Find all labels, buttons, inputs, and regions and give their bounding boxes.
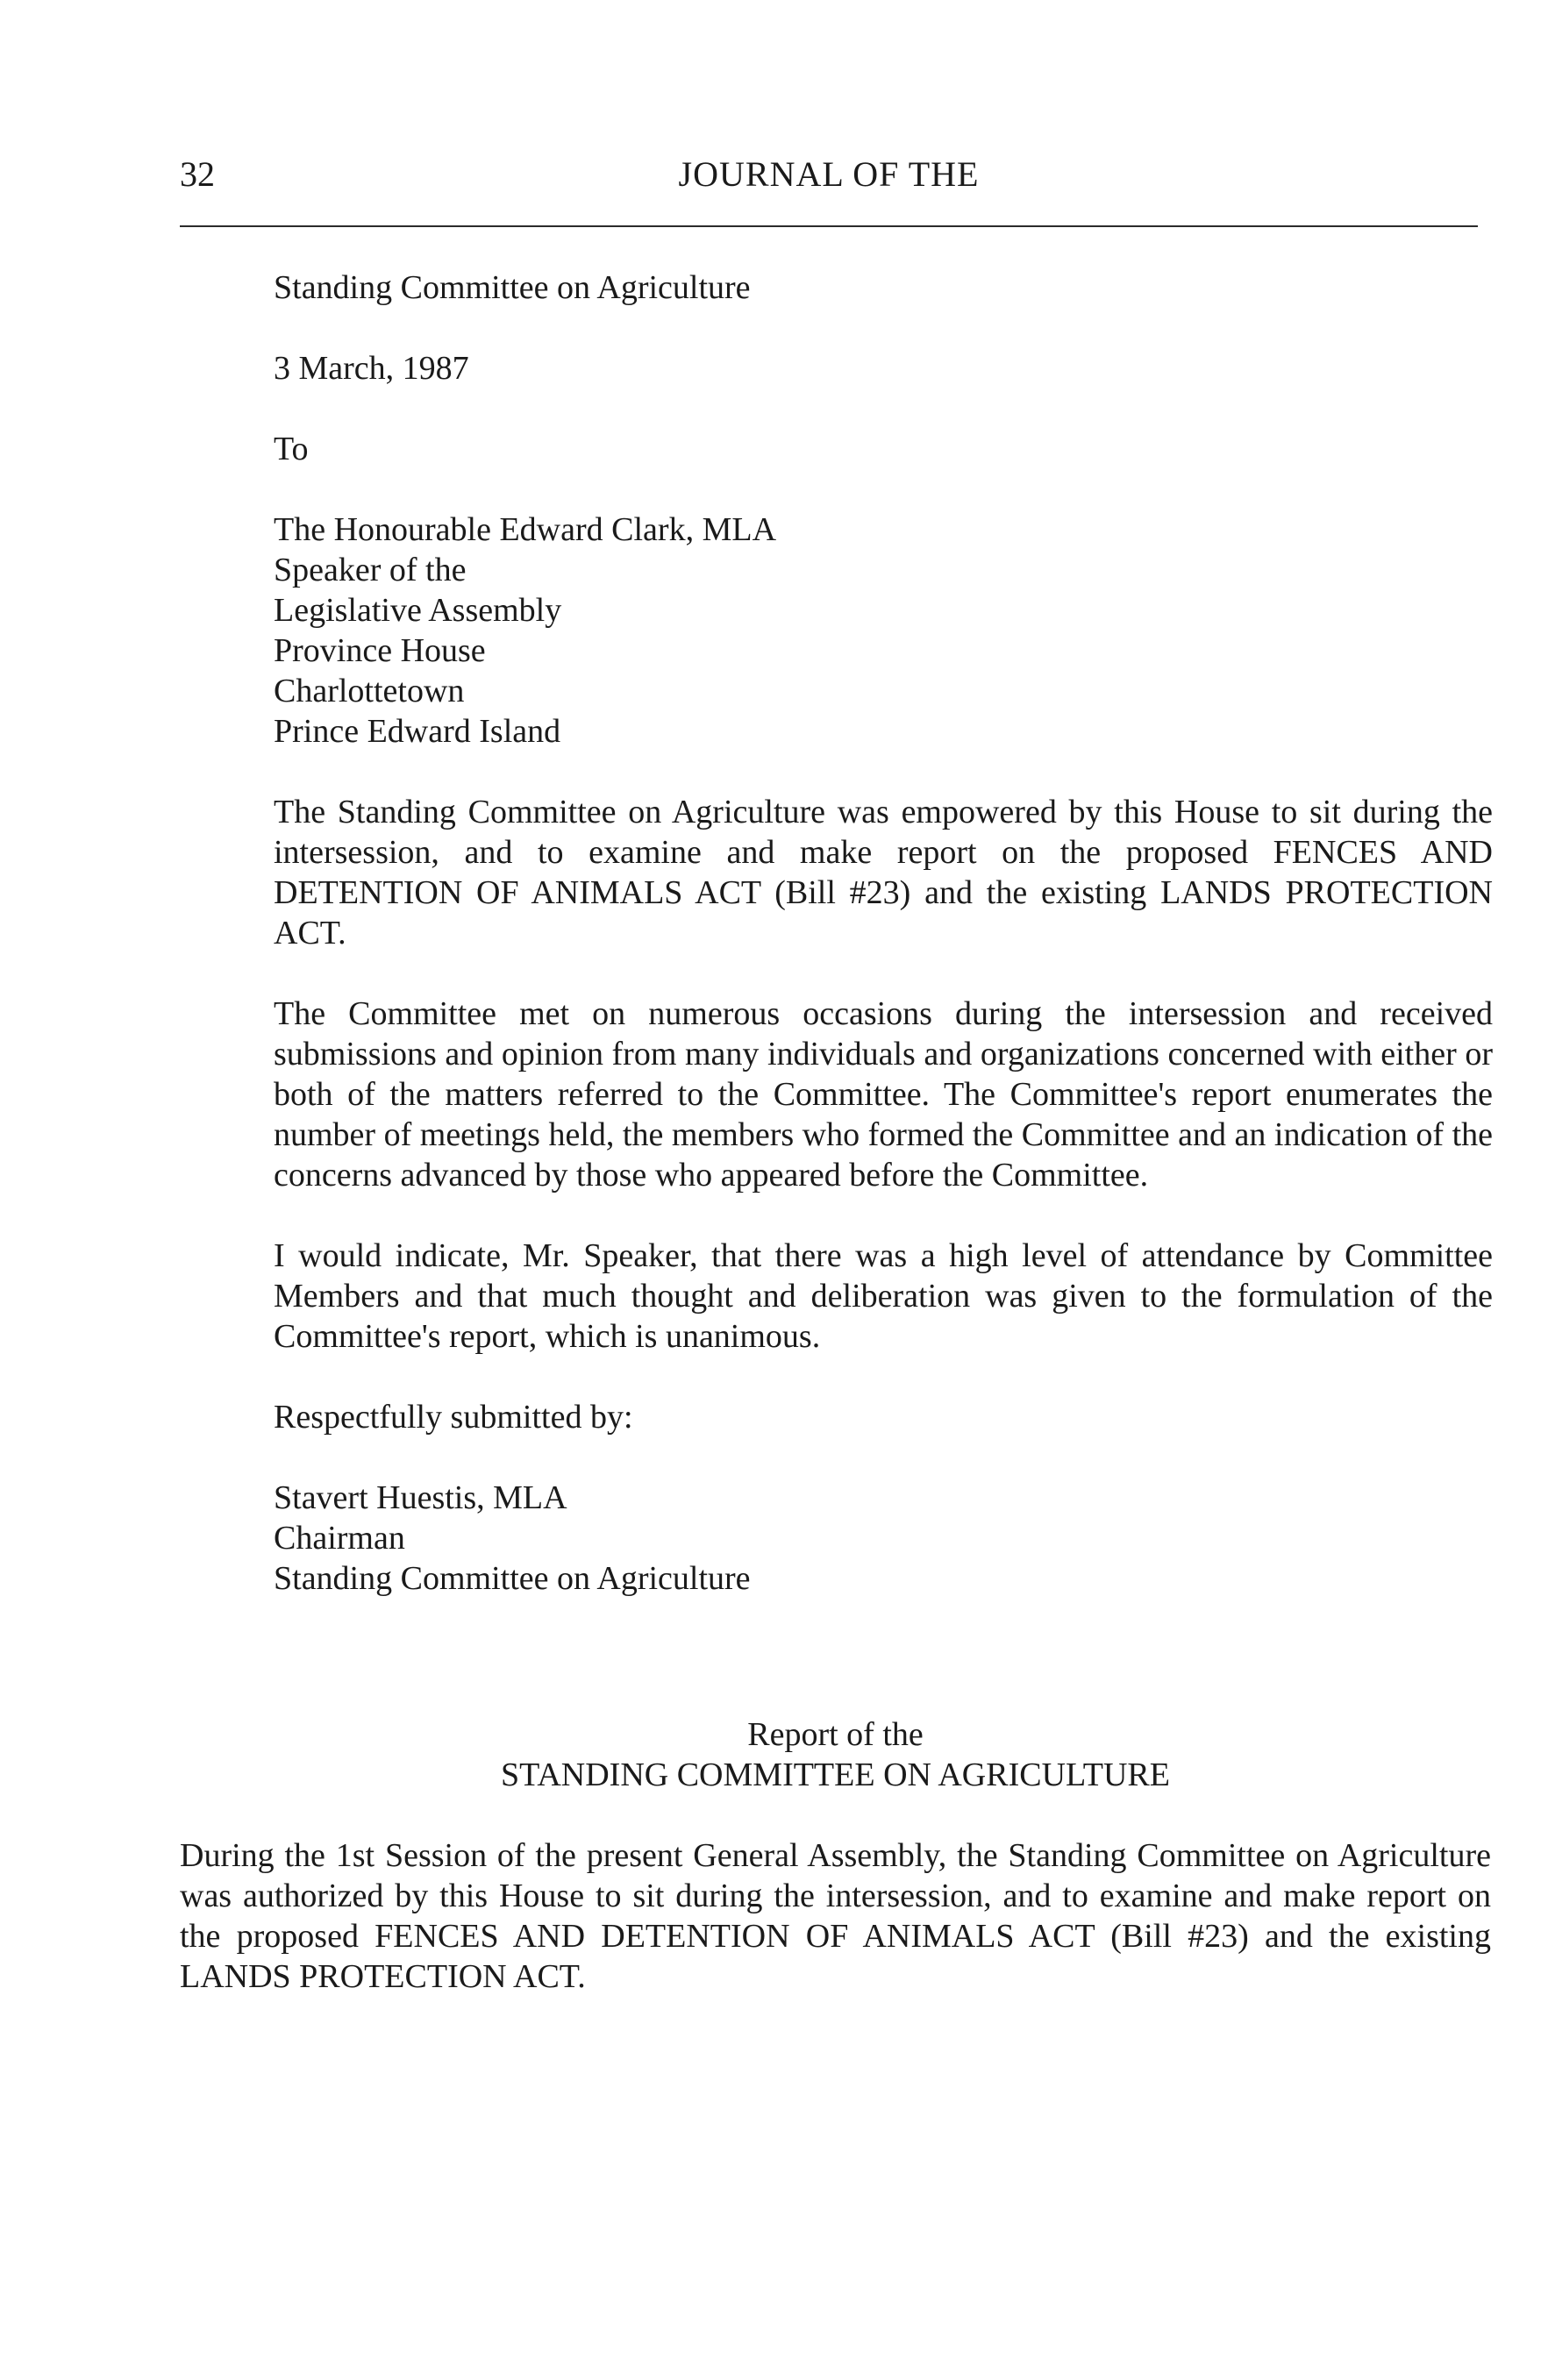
- report-title: [180, 1714, 1491, 1795]
- letter-signature: [274, 1478, 1493, 1599]
- letter-date: 3 March, 1987: [274, 350, 469, 387]
- committee-letter: [274, 267, 1493, 1599]
- address-line: Speaker of the: [274, 552, 467, 588]
- address-line: Prince Edward Island: [274, 713, 561, 750]
- signature-line: Stavert Huestis, MLA: [274, 1479, 567, 1516]
- report-title-line: STANDING COMMITTEE ON AGRICULTURE: [501, 1756, 1170, 1793]
- committee-report: [180, 1714, 1491, 1997]
- report-paragraph: During the 1st Session of the present General Assembly, the Standing Committee on Agriculture was authorized by this House to sit during the intersession, and to examine and make report on the proposed FENCES AND DETENTION OF ANIMALS ACT (Bill #23) and the existing LANDS PROTECTION ACT.: [180, 1837, 1491, 1995]
- signature-line: Chairman: [274, 1520, 405, 1557]
- signature-line: Standing Committee on Agriculture: [274, 1560, 751, 1597]
- header-rule: [180, 225, 1478, 227]
- address-line: Province House: [274, 632, 486, 669]
- running-head: JOURNAL OF THE: [678, 154, 980, 194]
- letter-closing: Respectfully submitted by:: [274, 1399, 633, 1436]
- address-line: Charlottetown: [274, 673, 465, 709]
- address-line: The Honourable Edward Clark, MLA: [274, 511, 777, 548]
- address-line: Legislative Assembly: [274, 592, 562, 629]
- letter-paragraph: The Committee met on numerous occasions during the intersession and received submissions and opinion from many individuals and organizations concerned with either or both of the matters referred to the Committee. The Committee's report enumerates the number of meetings held, the members who formed the Committee and an indication of the concerns advanced by those who appeared before the Committee.: [274, 995, 1493, 1194]
- letter-paragraph: I would indicate, Mr. Speaker, that there was a high level of attendance by Committee Members and that much thought and deliberation was given to the formulation of the Committee's report, which is unanimous.: [274, 1237, 1493, 1355]
- letter-to: To: [274, 431, 309, 467]
- letter-address: [274, 509, 1493, 752]
- page-number: 32: [180, 154, 215, 194]
- page-header: [180, 153, 1478, 206]
- report-title-line: Report of the: [747, 1716, 924, 1753]
- letter-paragraph: The Standing Committee on Agriculture was empowered by this House to sit during the intersession, and to examine and make report on the proposed FENCES AND DETENTION OF ANIMALS ACT (Bill #23) and the existing LANDS PROTECTION ACT.: [274, 794, 1493, 951]
- letter-committee-name: Standing Committee on Agriculture: [274, 269, 751, 306]
